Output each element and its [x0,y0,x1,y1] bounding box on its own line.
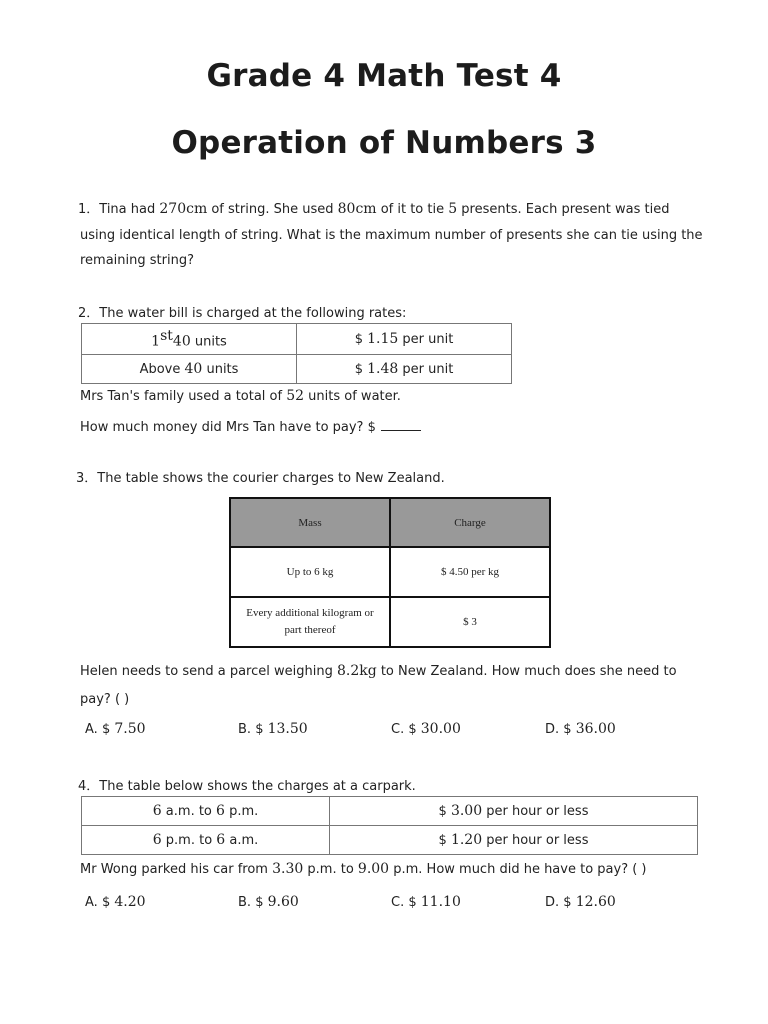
courier-row [230,547,550,597]
courier-header-row [230,498,550,547]
water-rates-cell: $ 1.48 per unit [297,355,512,384]
water-rates-cell: Above 40 units [82,355,297,384]
q4-option-a[interactable]: A. $ 4.20 [85,894,146,910]
question-2-line-2: How much money did Mrs Tan have to pay? $ [80,418,421,435]
page-subtitle: Operation of Numbers 3 [171,125,597,161]
question-1-line-2: using identical length of string. What is the maximum number of presents she can tie using the [80,228,703,243]
carpark-row [82,797,698,826]
courier-mass-cell: Every additional kilogram or part thereof [230,597,390,647]
carpark-time-cell: 6 p.m. to 6 a.m. [82,826,330,855]
page-title: Grade 4 Math Test 4 [206,58,562,94]
carpark-time-cell: 6 a.m. to 6 p.m. [82,797,330,826]
q4-option-b[interactable]: B. $ 9.60 [238,894,299,910]
water-rates-cell: $ 1.15 per unit [297,324,512,355]
water-rates-table [81,323,512,384]
question-4-line-1: Mr Wong parked his car from 3.30 p.m. to 9.00 p.m. How much did he have to pay? ( ) [80,861,647,877]
q4-option-d[interactable]: D. $ 12.60 [545,894,616,910]
question-2-number: 2． [78,306,100,321]
question-3-line-2: pay? ( ) [80,692,130,707]
question-3-number: 3． [76,471,98,486]
courier-header-mass: Mass [230,498,390,547]
courier-row [230,597,550,647]
q3-option-c[interactable]: C. $ 30.00 [391,721,461,737]
question-1-line-1: 1．Tina had 270cm of string. She used 80cm of it to tie 5 presents. Each present was tied [78,201,670,217]
question-4-number: 4． [78,779,100,794]
courier-charge-cell: $ 3 [390,597,550,647]
carpark-charge-cell: $ 1.20 per hour or less [330,826,698,855]
carpark-charges-table [81,796,698,855]
water-rates-row [82,355,512,384]
courier-charge-cell: $ 4.50 per kg [390,547,550,597]
q3-option-b[interactable]: B. $ 13.50 [238,721,308,737]
q3-option-a[interactable]: A. $ 7.50 [85,721,146,737]
answer-blank[interactable] [381,418,421,431]
q4-option-c[interactable]: C. $ 11.10 [391,894,461,910]
question-1-number: 1． [78,202,100,217]
courier-charges-table [229,497,551,648]
question-3-intro: 3．The table shows the courier charges to New Zealand. [76,471,445,486]
question-3-line-1: Helen needs to send a parcel weighing 8.2kg to New Zealand. How much does she need to [80,663,677,679]
water-rates-cell: 1st40 units [82,324,297,355]
q3-option-d[interactable]: D. $ 36.00 [545,721,616,737]
question-4-intro: 4．The table below shows the charges at a carpark. [78,779,416,794]
question-2-line-1: Mrs Tan's family used a total of 52 units of water. [80,388,401,404]
courier-mass-cell: Up to 6 kg [230,547,390,597]
question-1-line-3: remaining string? [80,253,194,268]
courier-header-charge: Charge [390,498,550,547]
question-2-intro: 2．The water bill is charged at the following rates: [78,306,407,321]
carpark-row [82,826,698,855]
carpark-charge-cell: $ 3.00 per hour or less [330,797,698,826]
water-rates-row [82,324,512,355]
